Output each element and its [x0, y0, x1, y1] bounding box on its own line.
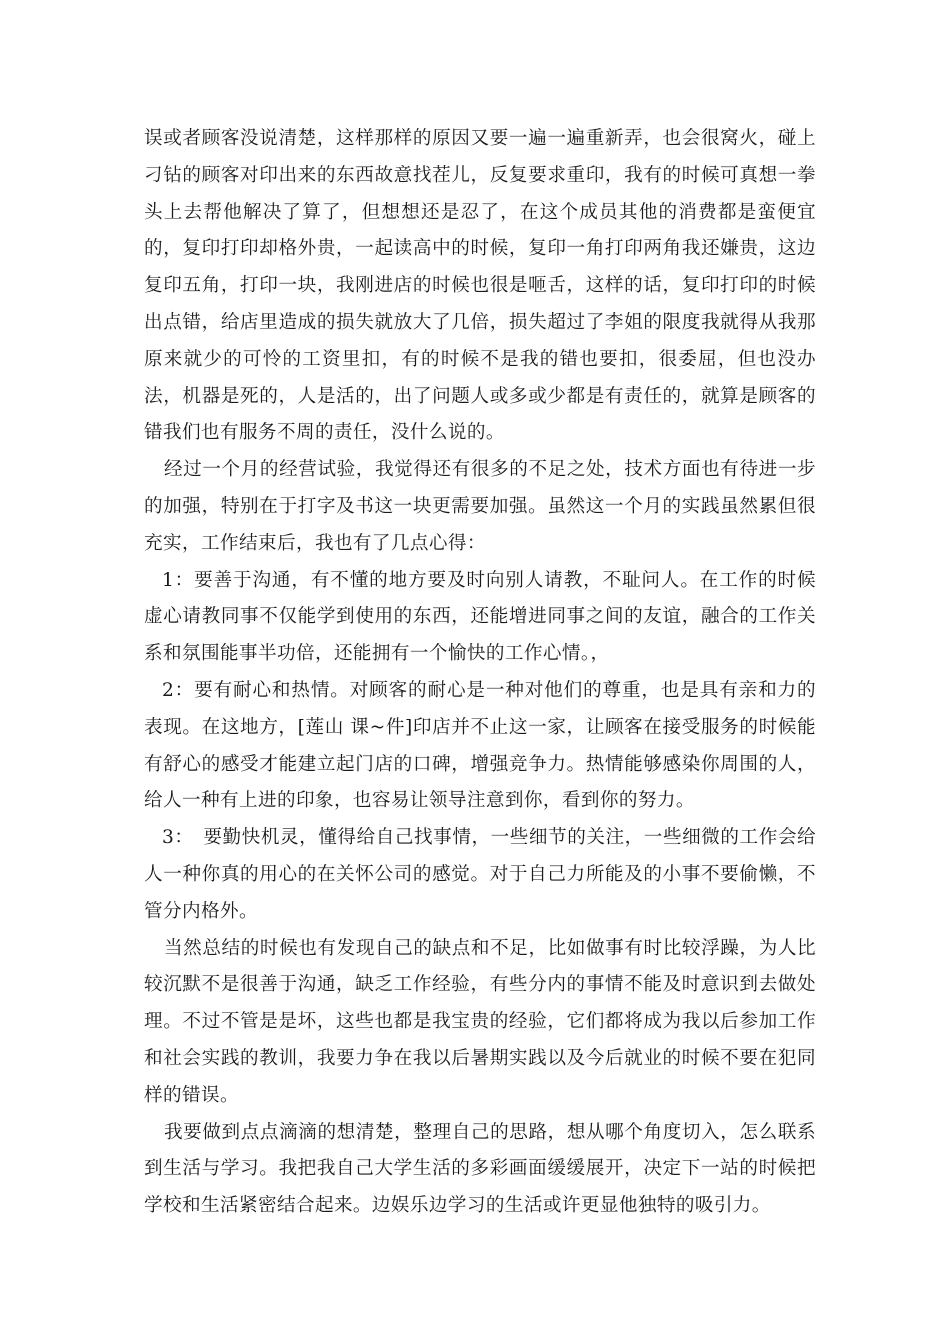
document-body — [144, 121, 816, 1225]
list-item-patience: 2：要有耐心和热情。对顾客的耐心是一种对他们的尊重，也是具有亲和力的表现。在这地方，[莲山 课~件]印店并不止这一家，让顾客在接受服务的时候能有舒心的感受才能建立起门店的口碑，增强竞争力。热情能够感染你周围的人，给人一种有上进的印象，也容易让领导注意到你，看到你的努力。 — [144, 679, 816, 812]
list-item-diligence: 3： 要勤快机灵，懂得给自己找事情，一些细节的关注，一些细微的工作会给人一种你真的用心的在关怀公司的感觉。对于自己力所能及的小事不要偷懒，不管分内格外。 — [144, 827, 816, 922]
list-item-communication: 1：要善于沟通，有不懂的地方要及时向别人请教，不耻问人。在工作的时候虚心请教同事不仅能学到使用的东西，还能增进同事之间的友谊，融合的工作关系和氛围能事半功倍，还能拥有一个愉快的工作心情。， — [144, 569, 816, 665]
paragraph-shortcomings: 当然总结的时候也有发现自己的缺点和不足，比如做事有时比较浮躁，为人比较沉默不是很善于沟通，缺乏工作经验，有些分内的事情不能及时意识到去做处理。不过不管是是坏，这些也都是我宝贵的经验，它们都将成为我以后参加工作和社会实践的教训，我要力争在我以后暑期实践以及今后就业的时候不要在犯同样的错误。 — [144, 937, 816, 1106]
paragraph-continuation: 误或者顾客没说清楚，这样那样的原因又要一遍一遍重新弄，也会很窝火，碰上刁钻的顾客对印出来的东西故意找茬儿，反复要求重印，我有的时候可真想一拳头上去帮他解决了算了，但想想还是忍了，在这个成员其他的消费都是蛮便宜的，复印打印却格外贵，一起读高中的时候，复印一角打印两角我还嫌贵，这边复印五角，打印一块，我刚进店的时候也很是咂舌，这样的话，复印打印的时候出点错，给店里造成的损失就放大了几倍，损失超过了李姐的限度我就得从我那原来就少的可怜的工资里扣，有的时候不是我的错也要扣，很委屈，但也没办法，机器是死的，人是活的，出了问题人或多或少都是有责任的，就算是顾客的错我们也有服务不周的责任，没什么说的。 — [144, 128, 816, 444]
paragraph-experience: 经过一个月的经营试验，我觉得还有很多的不足之处，技术方面也有待进一步的加强，特别在于打字及书这一块更需要加强。虽然这一个月的实践虽然累但很充实，工作结束后，我也有了几点心得： — [144, 459, 816, 554]
paragraph-reflection: 我要做到点点滴滴的想清楚，整理自己的思路，想从哪个角度切入，怎么联系到生活与学习。我把我自己大学生活的多彩画面缓缓展开，决定下一站的时候把学校和生活紧密结合起来。边娱乐边学习的生活或许更显他独特的吸引力。 — [144, 1121, 816, 1217]
